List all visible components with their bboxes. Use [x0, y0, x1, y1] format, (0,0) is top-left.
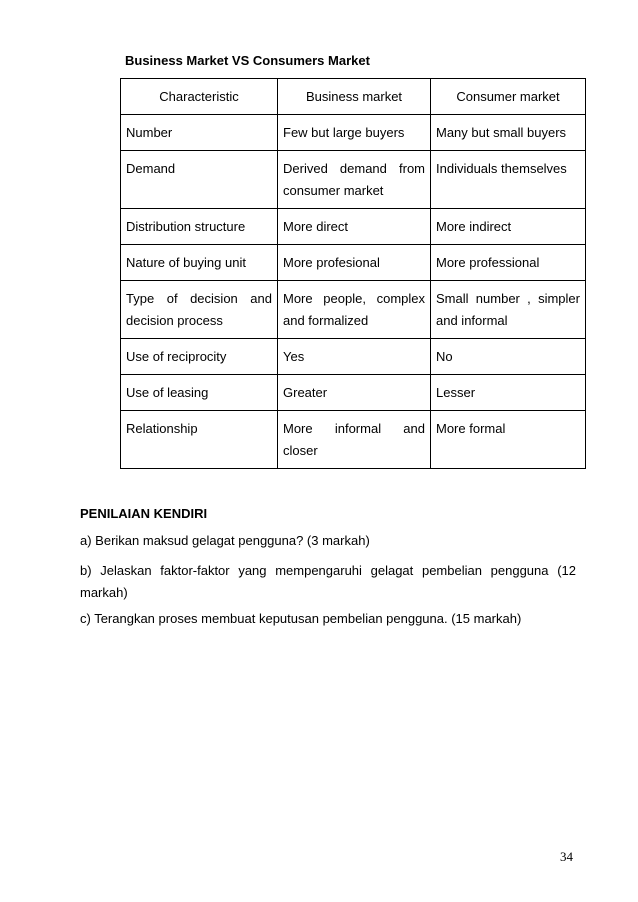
table-row: [121, 245, 586, 281]
table-row: [121, 281, 586, 339]
cell-characteristic: Number: [121, 115, 278, 151]
cell-business: Yes: [278, 339, 431, 375]
comparison-table: [120, 78, 586, 469]
cell-consumer: More formal: [431, 411, 586, 469]
question-b: b) Jelaskan faktor-faktor yang mempengaruhi gelagat pembelian pengguna (12 markah): [80, 563, 576, 600]
cell-characteristic: Relationship: [121, 411, 278, 469]
cell-characteristic: Demand: [121, 151, 278, 209]
question-c: c) Terangkan proses membuat keputusan pembelian pengguna. (15 markah): [80, 611, 522, 626]
cell-consumer: More professional: [431, 245, 586, 281]
cell-consumer: Many but small buyers: [431, 115, 586, 151]
cell-characteristic: Nature of buying unit: [121, 245, 278, 281]
header-business-market: Business market: [278, 79, 431, 115]
cell-characteristic: Distribution structure: [121, 209, 278, 245]
cell-characteristic: Use of reciprocity: [121, 339, 278, 375]
cell-consumer: Individuals themselves: [431, 151, 586, 209]
table-title: Business Market VS Consumers Market: [125, 53, 370, 68]
cell-business: Few but large buyers: [278, 115, 431, 151]
table-row: [121, 339, 586, 375]
table-row: [121, 115, 586, 151]
cell-consumer: Small number , simpler and informal: [431, 281, 586, 339]
table-row: [121, 209, 586, 245]
cell-characteristic: Use of leasing: [121, 375, 278, 411]
cell-consumer: Lesser: [431, 375, 586, 411]
table-row: [121, 375, 586, 411]
cell-consumer: More indirect: [431, 209, 586, 245]
table-header-row: [121, 79, 586, 115]
table-row: [121, 411, 586, 469]
question-a: a) Berikan maksud gelagat pengguna? (3 markah): [80, 533, 370, 548]
page-number: 34: [560, 849, 573, 864]
cell-business: Greater: [278, 375, 431, 411]
cell-business: More informal and closer: [278, 411, 431, 469]
cell-characteristic: Type of decision and decision process: [121, 281, 278, 339]
cell-consumer: No: [431, 339, 586, 375]
cell-business: More direct: [278, 209, 431, 245]
cell-business: Derived demand from consumer market: [278, 151, 431, 209]
cell-business: More profesional: [278, 245, 431, 281]
cell-business: More people, complex and formalized: [278, 281, 431, 339]
header-consumer-market: Consumer market: [431, 79, 586, 115]
section-heading: PENILAIAN KENDIRI: [80, 506, 208, 521]
header-characteristic: Characteristic: [121, 79, 278, 115]
table-row: [121, 151, 586, 209]
